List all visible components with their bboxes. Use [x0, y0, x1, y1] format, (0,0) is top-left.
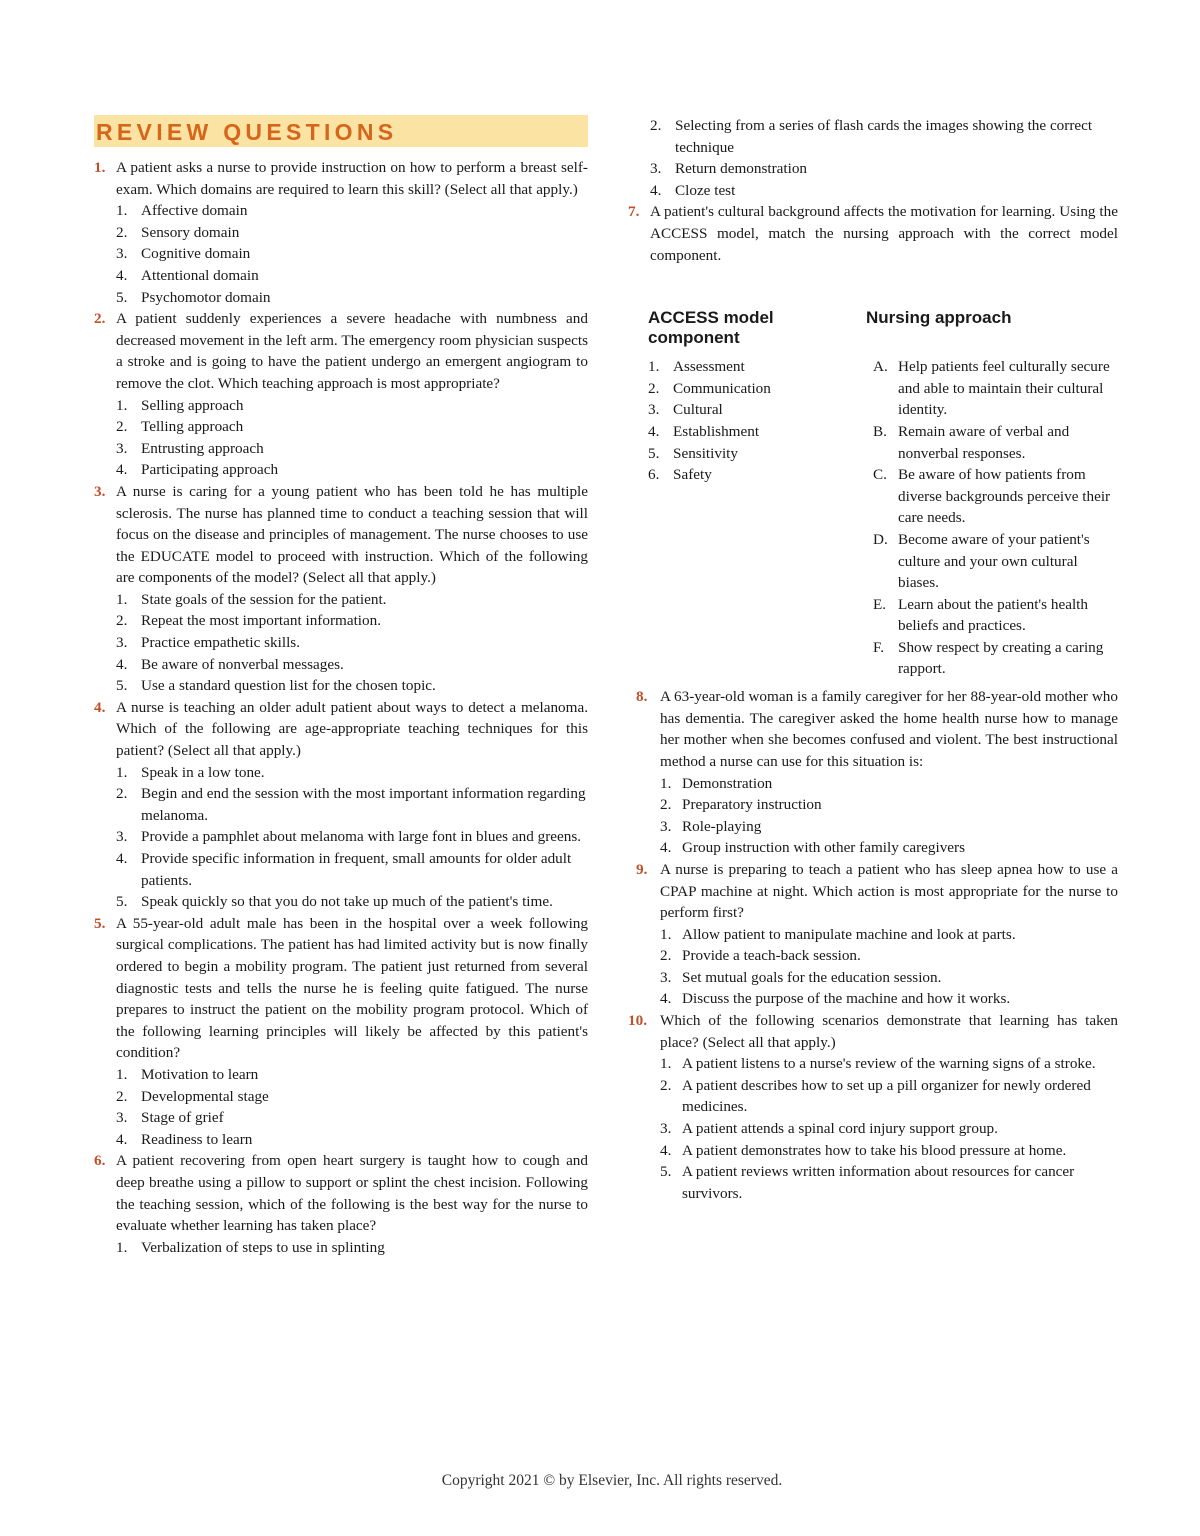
answer-option[interactable]: 1. State goals of the session for the patient.: [116, 590, 387, 608]
question-4: [94, 697, 588, 913]
question-3: [94, 481, 588, 697]
answer-option[interactable]: 4. Participating approach: [116, 461, 279, 479]
answer-option[interactable]: 1. Verbalization of steps to use in splinting: [116, 1238, 385, 1256]
answer-option[interactable]: 4. Readiness to learn: [116, 1130, 253, 1148]
component-item: 4. Establishment: [648, 422, 760, 440]
answer-option[interactable]: 3. Return demonstration: [650, 160, 808, 178]
left-column: [94, 115, 588, 1258]
answer-option[interactable]: 1. Affective domain: [116, 202, 248, 220]
question-text: A 63-year-old woman is a family caregiver for her 88-year-old mother who has dementia. The caregiver asked the home health nurse how to manage her mother when she becomes confused and violent. The best instructional method a nurse can use for this situation is:: [660, 688, 1118, 770]
question-number: 2.: [94, 310, 106, 328]
answer-option[interactable]: 3. A patient attends a spinal cord injury support group.: [660, 1120, 998, 1138]
answer-option[interactable]: 2. Selecting from a series of flash cards the images showing the correct technique: [650, 117, 1093, 156]
question-text: A nurse is preparing to teach a patient who has sleep apnea how to use a CPAP machine at night. Which action is most appropriate for the nurse to perform first?: [660, 860, 1118, 922]
component-item: 2. Communication: [648, 379, 771, 397]
question-number: 8.: [636, 688, 648, 706]
question-8: [628, 686, 1118, 859]
answer-option[interactable]: 5. A patient reviews written information about resources for cancer survivors.: [660, 1163, 1075, 1202]
question-10: [628, 1010, 1118, 1204]
component-item: 3. Cultural: [648, 401, 723, 419]
question-text: A nurse is caring for a young patient who has been told he has multiple sclerosis. The nurse has planned time to conduct a teaching session that will focus on the disease and principles of management. The nurse chooses to use the EDUCATE model to proceed with instruction. Which of the following are components of the model? (Select all that apply.): [116, 482, 588, 587]
question-number: 4.: [94, 698, 106, 716]
answer-option[interactable]: 1. Demonstration: [660, 774, 773, 792]
question-number: 6.: [94, 1152, 106, 1170]
approach-item: E. Learn about the patient's health beliefs and practices.: [873, 595, 1088, 635]
question-text: A patient's cultural background affects the motivation for learning. Using the ACCESS model, match the nursing approach with the correct model component.: [650, 203, 1118, 264]
matching-header-approach: Nursing approach: [866, 308, 1012, 328]
approach-item: B. Remain aware of verbal and nonverbal responses.: [873, 422, 1070, 462]
question-text: A 55-year-old adult male has been in the hospital over a week following surgical complications. The patient has had limited activity but is now finally ordered to begin a mobility program. The patient just returned from several diagnostic tests and tells the nurse he is feeling quite fatigued. The nurse prepares to instruct the patient on the mobility program protocol. Which of the following learning principles will likely be affected by this patient's condition?: [116, 914, 588, 1062]
answer-option[interactable]: 2. Developmental stage: [116, 1087, 269, 1105]
answer-option[interactable]: 2. Provide a teach-back session.: [660, 947, 861, 965]
question-text: A patient recovering from open heart surgery is taught how to cough and deep breathe using a pillow to support or splint the chest incision. Following the teaching session, which of the following is the best way for the nurse to evaluate whether learning has taken place?: [116, 1152, 588, 1235]
question-text: A patient suddenly experiences a severe headache with numbness and decreased movement in the left arm. The emergency room physician suspects a stroke and is going to have the patient undergo an emergent angiogram to remove the clot. Which teaching approach is most appropriate?: [116, 310, 588, 392]
access-matching-table: [648, 308, 1118, 686]
answer-option[interactable]: 2. Sensory domain: [116, 223, 240, 241]
answer-option[interactable]: 1. Motivation to learn: [116, 1065, 259, 1083]
question-7: [628, 201, 1118, 266]
answer-option[interactable]: 1. Speak in a low tone.: [116, 763, 265, 781]
question-6-continued: [628, 115, 1118, 201]
approach-item: D. Become aware of your patient's culture and your own cultural biases.: [873, 530, 1090, 592]
answer-option[interactable]: 3. Provide a pamphlet about melanoma with large font in blues and greens.: [116, 828, 582, 846]
answer-option[interactable]: 2. A patient describes how to set up a pill organizer for newly ordered medicines.: [660, 1076, 1091, 1116]
question-number: 10.: [628, 1012, 647, 1030]
answer-option[interactable]: 4. Attentional domain: [116, 266, 259, 284]
question-text: Which of the following scenarios demonstrate that learning has taken place? (Select all that apply.): [660, 1012, 1118, 1051]
answer-option[interactable]: 4. Discuss the purpose of the machine and how it works.: [660, 990, 1011, 1008]
answer-option[interactable]: 1. Selling approach: [116, 396, 244, 414]
review-questions-header: REVIEW QUESTIONS: [94, 115, 588, 147]
component-item: 1. Assessment: [648, 358, 745, 376]
answer-option[interactable]: 2. Begin and end the session with the most important information regarding melanoma.: [116, 785, 586, 824]
answer-option[interactable]: 2. Repeat the most important information.: [116, 612, 381, 630]
answer-option[interactable]: 4. Provide specific information in frequent, small amounts for older adult patients.: [116, 850, 572, 889]
answer-option[interactable]: 3. Stage of grief: [116, 1109, 224, 1127]
answer-option[interactable]: 3. Practice empathetic skills.: [116, 634, 300, 652]
answer-option[interactable]: 3. Cognitive domain: [116, 245, 251, 263]
question-number: 1.: [94, 159, 106, 176]
answer-option[interactable]: 4. Be aware of nonverbal messages.: [116, 655, 344, 673]
answer-option[interactable]: 1. A patient listens to a nurse's review of the warning signs of a stroke.: [660, 1055, 1096, 1073]
question-1: [94, 157, 588, 308]
question-number: 5.: [94, 914, 106, 932]
question-5: [94, 913, 588, 1151]
answer-option[interactable]: 3. Entrusting approach: [116, 439, 264, 457]
answer-option[interactable]: 4. Cloze test: [650, 181, 736, 199]
question-6: [94, 1150, 588, 1258]
question-number: 9.: [636, 860, 648, 878]
right-column: [628, 115, 1118, 1204]
matching-header-component: ACCESS model component: [648, 308, 774, 348]
approach-item: C. Be aware of how patients from diverse backgrounds perceive their care needs.: [873, 466, 1111, 527]
question-text: A nurse is teaching an older adult patient about ways to detect a melanoma. Which of the following are age-appropriate teaching techniques for this patient? (Select all that apply.): [116, 698, 588, 760]
answer-option[interactable]: 5. Use a standard question list for the chosen topic.: [116, 677, 436, 695]
answer-option[interactable]: 2. Telling approach: [116, 418, 244, 436]
answer-option[interactable]: 4. A patient demonstrates how to take his blood pressure at home.: [660, 1141, 1067, 1159]
question-text: A patient asks a nurse to provide instruction on how to perform a breast self-exam. Which domains are required to learn this skill? (Select all that apply.): [116, 159, 588, 198]
answer-option[interactable]: 5. Psychomotor domain: [116, 288, 271, 306]
approach-item: A. Help patients feel culturally secure and able to maintain their cultural identity.: [873, 358, 1110, 419]
answer-option[interactable]: 3. Role-playing: [660, 817, 762, 835]
component-item: 6. Safety: [648, 466, 712, 484]
question-9: [628, 859, 1118, 1010]
question-2: [94, 308, 588, 481]
answer-option[interactable]: 5. Speak quickly so that you do not take up much of the patient's time.: [116, 893, 553, 911]
component-list: [648, 356, 848, 486]
question-number: 7.: [628, 203, 640, 221]
answer-option[interactable]: 1. Allow patient to manipulate machine and look at parts.: [660, 925, 1016, 943]
approach-list: [873, 356, 1121, 680]
answer-option[interactable]: 2. Preparatory instruction: [660, 796, 822, 814]
answer-option[interactable]: 4. Group instruction with other family caregivers: [660, 839, 966, 857]
approach-item: F. Show respect by creating a caring rapport.: [873, 638, 1104, 678]
component-item: 5. Sensitivity: [648, 444, 738, 462]
copyright-footer: Copyright 2021 © by Elsevier, Inc. All rights reserved.: [441, 1472, 783, 1489]
question-number: 3.: [94, 482, 106, 500]
answer-option[interactable]: 3. Set mutual goals for the education session.: [660, 968, 942, 986]
